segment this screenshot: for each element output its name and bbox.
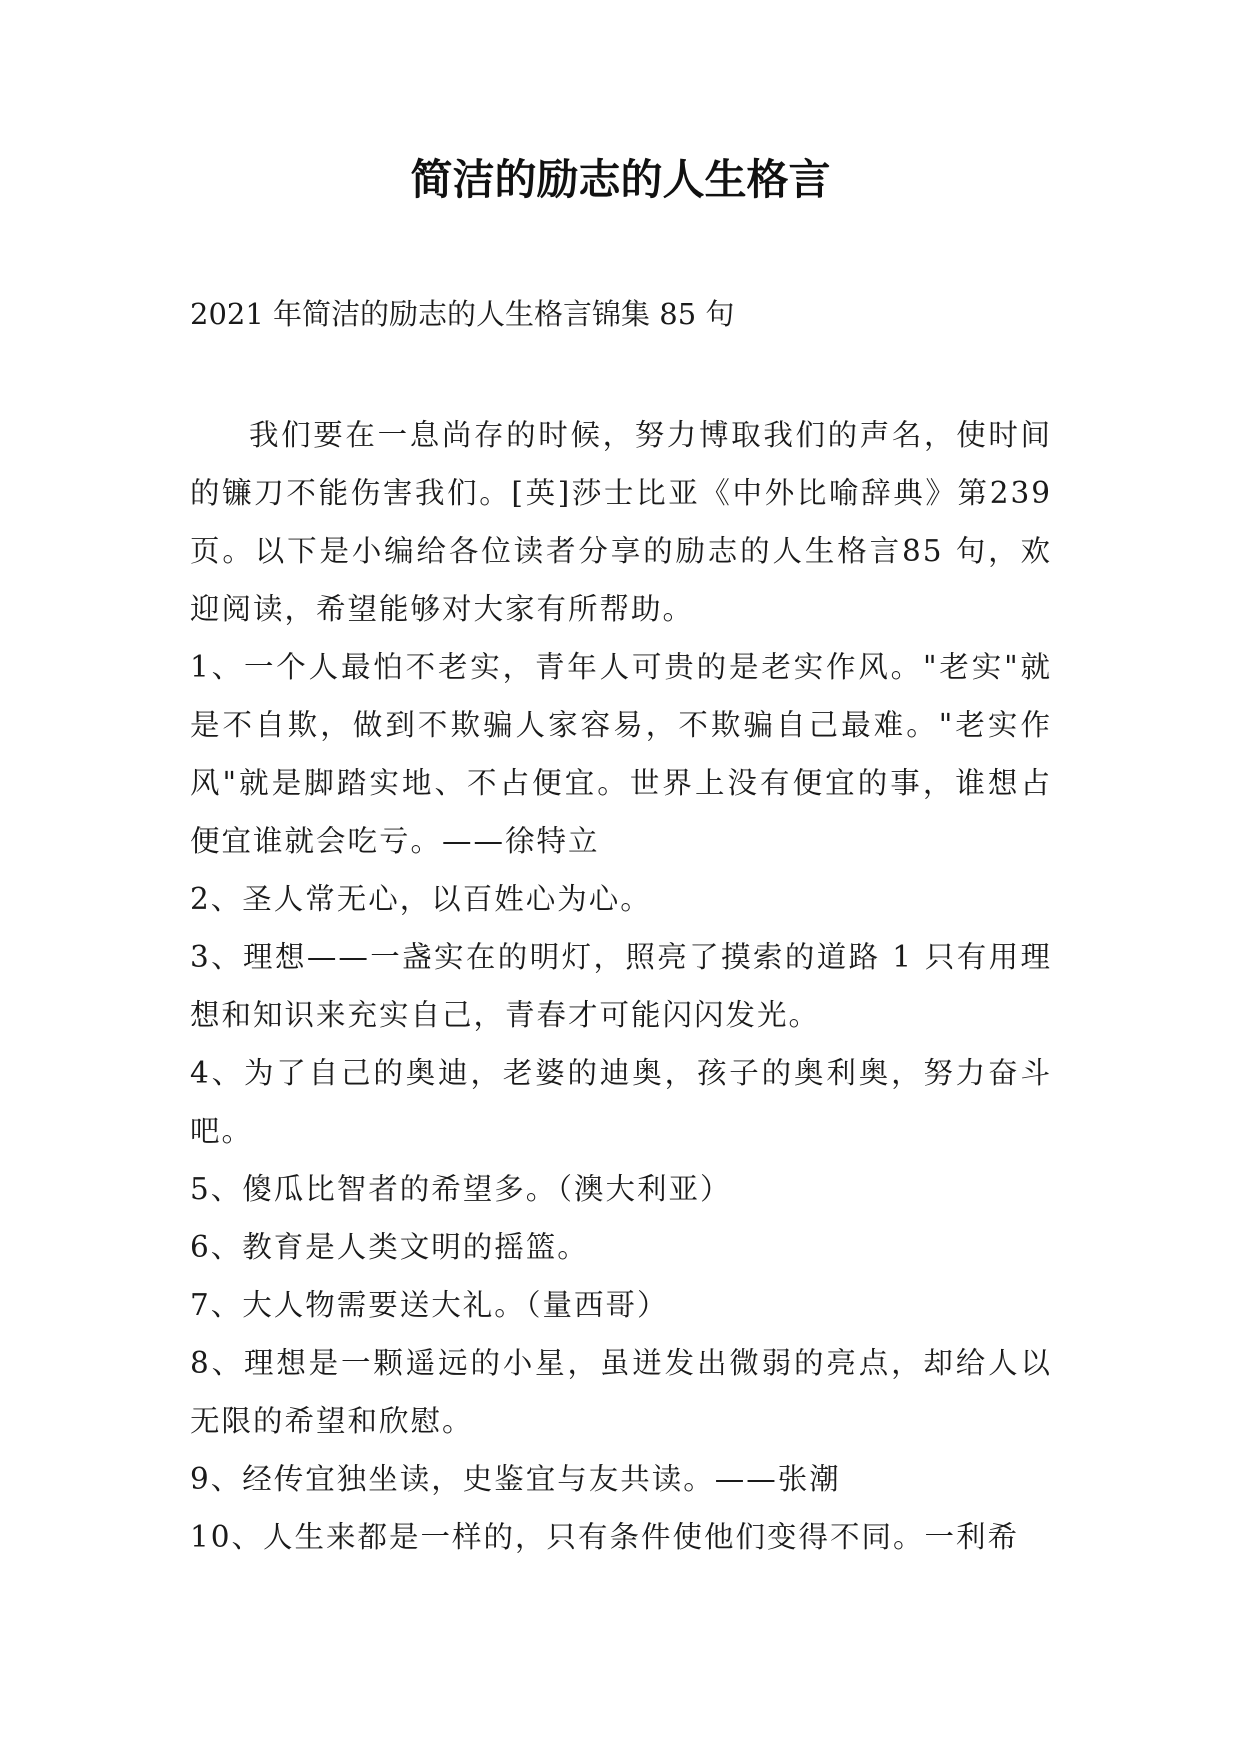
list-item: 10、人生来都是一样的，只有条件使他们变得不同。一利希 [190, 1520, 1020, 1554]
intro-paragraph: 我们要在一息尚存的时候，努力博取我们的声名，使时间的镰刀不能伤害我们。[英]莎士比亚《中外比喻辞典》第239 页。以下是小编给各位读者分享的励志的人生格言85 句，欢迎阅读，希望能够对大家有所帮助。 [190, 418, 1052, 626]
list-item: 3、理想——一盏实在的明灯，照亮了摸索的道路 1 只有用理想和知识来充实自己，青春才可能闪闪发光。 [190, 940, 1052, 1032]
list-item: 7、大人物需要送大礼。（量西哥） [190, 1288, 669, 1322]
list-item: 5、傻瓜比智者的希望多。（澳大利亚） [190, 1172, 732, 1206]
list-item: 1、一个人最怕不老实，青年人可贵的是老实作风。"老实"就是不自欺，做到不欺骗人家容易，不欺骗自己最难。"老实作风"就是脚踏实地、不占便宜。世界上没有便宜的事，谁想占便宜谁就会吃亏。——徐特立 [190, 650, 1052, 858]
document-title: 简洁的励志的人生格言 [410, 155, 831, 204]
list-item: 4、为了自己的奥迪，老婆的迪奥，孩子的奥利奥，努力奋斗吧。 [190, 1056, 1052, 1148]
document-subtitle: 2021 年简洁的励志的人生格言锦集 85 句 [190, 297, 735, 331]
list-item: 2、圣人常无心，以百姓心为心。 [190, 882, 652, 916]
list-item: 9、经传宜独坐读，史鉴宜与友共读。——张潮 [190, 1462, 841, 1496]
list-item: 8、理想是一颗遥远的小星，虽迸发出微弱的亮点，却给人以无限的希望和欣慰。 [190, 1346, 1052, 1438]
list-item: 6、教育是人类文明的摇篮。 [190, 1230, 589, 1264]
document-body [190, 406, 1052, 1566]
